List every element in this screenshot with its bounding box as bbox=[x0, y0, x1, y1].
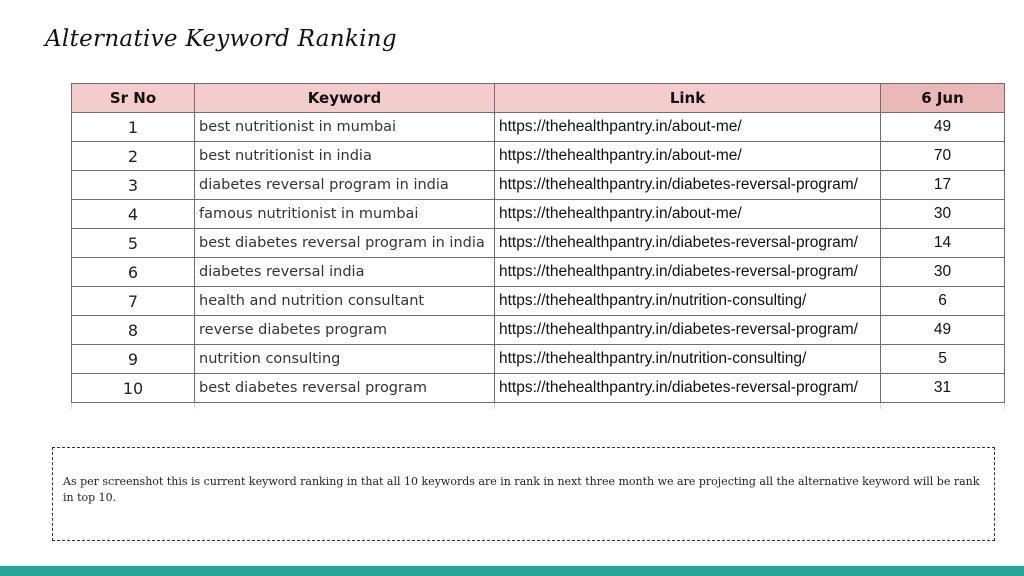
table-row bbox=[72, 171, 1005, 200]
filler-cell bbox=[495, 403, 881, 410]
cell-rank: 49 bbox=[881, 316, 1005, 345]
table-filler-row bbox=[72, 403, 1005, 410]
filler-cell bbox=[72, 403, 195, 410]
cell-link[interactable]: https://thehealthpantry.in/diabetes-reversal-program/ bbox=[495, 171, 881, 200]
cell-keyword: diabetes reversal india bbox=[195, 258, 495, 287]
filler-cell bbox=[881, 403, 1005, 410]
table-row bbox=[72, 345, 1005, 374]
cell-link[interactable]: https://thehealthpantry.in/diabetes-reversal-program/ bbox=[495, 229, 881, 258]
keyword-ranking-table bbox=[71, 83, 1005, 409]
cell-link[interactable]: https://thehealthpantry.in/about-me/ bbox=[495, 200, 881, 229]
table-row bbox=[72, 374, 1005, 403]
cell-sr-no: 4 bbox=[72, 200, 195, 229]
cell-link[interactable]: https://thehealthpantry.in/nutrition-consulting/ bbox=[495, 287, 881, 316]
cell-keyword: best nutritionist in mumbai bbox=[195, 113, 495, 142]
cell-sr-no: 1 bbox=[72, 113, 195, 142]
slide-title: Alternative Keyword Ranking bbox=[45, 26, 397, 52]
footer-accent-bar bbox=[0, 566, 1024, 576]
table-row bbox=[72, 113, 1005, 142]
table-row bbox=[72, 229, 1005, 258]
cell-keyword: nutrition consulting bbox=[195, 345, 495, 374]
cell-sr-no: 10 bbox=[72, 374, 195, 403]
cell-link[interactable]: https://thehealthpantry.in/diabetes-reversal-program/ bbox=[495, 374, 881, 403]
cell-link[interactable]: https://thehealthpantry.in/nutrition-consulting/ bbox=[495, 345, 881, 374]
header-date: 6 Jun bbox=[881, 84, 1005, 113]
cell-keyword: reverse diabetes program bbox=[195, 316, 495, 345]
cell-link[interactable]: https://thehealthpantry.in/about-me/ bbox=[495, 142, 881, 171]
header-keyword: Keyword bbox=[195, 84, 495, 113]
cell-keyword: best diabetes reversal program bbox=[195, 374, 495, 403]
cell-rank: 6 bbox=[881, 287, 1005, 316]
note-text: As per screenshot this is current keyword ranking in that all 10 keywords are in rank in next three month we are projecting all the alternative keyword will be rank in top 10. bbox=[63, 475, 980, 504]
cell-sr-no: 3 bbox=[72, 171, 195, 200]
table-row bbox=[72, 142, 1005, 171]
cell-rank: 30 bbox=[881, 200, 1005, 229]
cell-sr-no: 2 bbox=[72, 142, 195, 171]
cell-sr-no: 9 bbox=[72, 345, 195, 374]
cell-link[interactable]: https://thehealthpantry.in/about-me/ bbox=[495, 113, 881, 142]
table-row bbox=[72, 316, 1005, 345]
cell-rank: 30 bbox=[881, 258, 1005, 287]
header-link: Link bbox=[495, 84, 881, 113]
cell-keyword: best nutritionist in india bbox=[195, 142, 495, 171]
cell-keyword: best diabetes reversal program in india bbox=[195, 229, 495, 258]
cell-keyword: famous nutritionist in mumbai bbox=[195, 200, 495, 229]
cell-sr-no: 7 bbox=[72, 287, 195, 316]
cell-rank: 5 bbox=[881, 345, 1005, 374]
table-row bbox=[72, 200, 1005, 229]
cell-rank: 31 bbox=[881, 374, 1005, 403]
cell-rank: 17 bbox=[881, 171, 1005, 200]
cell-sr-no: 5 bbox=[72, 229, 195, 258]
cell-rank: 70 bbox=[881, 142, 1005, 171]
cell-sr-no: 6 bbox=[72, 258, 195, 287]
table-header-row bbox=[72, 84, 1005, 113]
cell-rank: 49 bbox=[881, 113, 1005, 142]
cell-link[interactable]: https://thehealthpantry.in/diabetes-reversal-program/ bbox=[495, 258, 881, 287]
cell-link[interactable]: https://thehealthpantry.in/diabetes-reversal-program/ bbox=[495, 316, 881, 345]
cell-keyword: health and nutrition consultant bbox=[195, 287, 495, 316]
table-row bbox=[72, 287, 1005, 316]
table-row bbox=[72, 258, 1005, 287]
filler-cell bbox=[195, 403, 495, 410]
cell-rank: 14 bbox=[881, 229, 1005, 258]
header-sr-no: Sr No bbox=[72, 84, 195, 113]
cell-keyword: diabetes reversal program in india bbox=[195, 171, 495, 200]
note-box bbox=[52, 447, 995, 541]
cell-sr-no: 8 bbox=[72, 316, 195, 345]
